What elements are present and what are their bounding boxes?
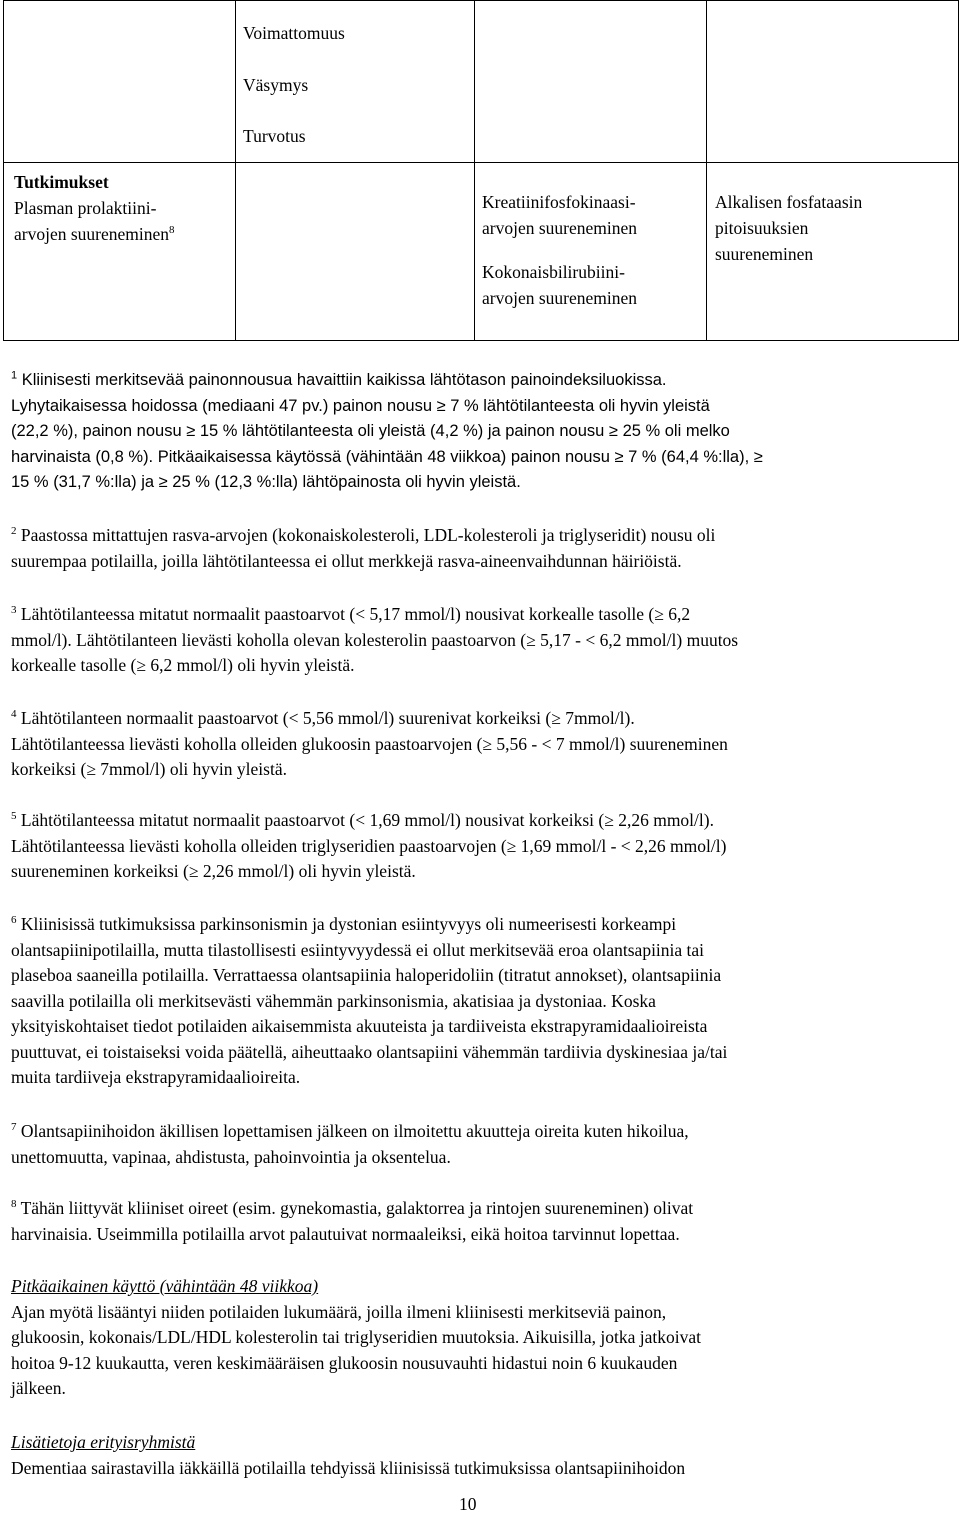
section-heading-special-groups: Lisätietoja erityisryhmistä — [11, 1432, 196, 1452]
prolactin-line1: Plasman prolaktiini- — [14, 198, 157, 218]
alp-line1: Alkalisen fosfataasin — [715, 192, 863, 212]
paragraph-line: Ajan myötä lisääntyi niiden potilaiden lukumäärä, joilla ilmeni kliinisesti merkitseviä painon, — [11, 1301, 667, 1322]
footnote-line: Lähtötilanteessa mitatut normaalit paastoarvot (< 5,17 mmol/l) nousivat korkealle tasolle (≥ 6,2 — [20, 604, 691, 624]
bilirubin-line2: arvojen suureneminen — [482, 288, 638, 308]
footnote-line: korkeiksi (≥ 7mmol/l) oli hyvin yleistä. — [11, 759, 287, 779]
footnote-7 — [11, 1119, 941, 1170]
prolactin-line2: arvojen suureneminen$^8$ — [14, 224, 175, 244]
footnote-line: yksityiskohtaiset tiedot potilaiden aikaisemmista akuuteista ja tardiiveista ekstrapyramidaalioireista — [11, 1016, 708, 1036]
footnote-line: Lähtötilanteessa mitatut normaalit paastoarvot (< 1,69 mmol/l) nousivat korkeiksi (≥ 2,26 mmol/l). — [20, 810, 714, 830]
footnote-marker: 6 — [11, 914, 17, 927]
paragraph-line: glukoosin, kokonais/LDL/HDL kolesterolin tai triglyseridien muutoksia. Aikuisilla, jotka jatkoivat — [11, 1327, 702, 1347]
footnote-4 — [11, 706, 941, 783]
footnote-line: Olantsapiinihoidon äkillisen lopettamisen jälkeen on ilmoitettu akuutteja oireita kuten hikoilua, — [20, 1121, 689, 1141]
footnote-line: Kliinisissä tutkimuksissa parkinsonismin ja dystonian esiintyvyys oli numeerisesti korkeampi — [20, 914, 677, 934]
footnote-marker: 2 — [11, 525, 17, 538]
footnote-marker: 4 — [11, 708, 17, 721]
footnote-line: suureneminen korkeiksi (≥ 2,26 mmol/l) oli hyvin yleistä. — [11, 861, 416, 881]
table-cell-empty — [4, 1, 236, 163]
table-cell-tutkimukset — [4, 163, 236, 341]
section-special-groups — [11, 1430, 941, 1481]
footnote-line: harvinaista (0,8 %). Pitkäaikaisessa käytössä (vähintään 48 viikkoa) painon nousu ≥ 7 % (64,4 %:lla), ≥ — [11, 447, 763, 466]
footnote-line: muita tardiiveja ekstrapyramidaalioireita. — [11, 1067, 301, 1087]
table-cell-lab-values — [475, 163, 707, 341]
footnote-line: Lähtötilanteen normaalit paastoarvot (< 5,56 mmol/l) suurenivat korkeiksi (≥ 7mmol/l). — [20, 708, 635, 728]
footnote-marker: 3 — [11, 604, 17, 617]
symptom-voimattomuus: Voimattomuus — [243, 23, 345, 43]
section-heading-long-term: Pitkäaikainen käyttö (vähintään 48 viikkoa) — [11, 1276, 319, 1296]
footnote-5 — [11, 808, 941, 885]
footnote-6 — [11, 912, 941, 1091]
footnote-line: korkealle tasolle (≥ 6,2 mmol/l) oli hyvin yleistä. — [11, 655, 355, 675]
symptom-vasymys: Väsymys — [243, 75, 309, 95]
footnote-line: suurempaa potilailla, joilla lähtötilanteessa ei ollut merkkejä rasva-aineenvaihdunnan häiriöistä. — [11, 550, 682, 571]
section-long-term-use — [11, 1274, 941, 1402]
footnote-line: 15 % (31,7 %:lla) ja ≥ 25 % (12,3 %:lla) lähtöpainosta oli hyvin yleistä. — [11, 473, 521, 491]
footnote-line: unettomuutta, vapinaa, ahdistusta, pahoinvointia ja oksentelua. — [11, 1146, 451, 1167]
footnote-line: Lähtötilanteessa lievästi koholla olleiden glukoosin paastoarvojen (≥ 5,56 - < 7 mmol/l) suureneminen — [11, 733, 728, 754]
footnote-line: Paastossa mittattujen rasva-arvojen (kokonaiskolesteroli, LDL-kolesteroli ja triglyseridit) nousu oli — [20, 525, 716, 545]
alp-line3: suureneminen — [715, 244, 814, 264]
footnote-line: (22,2 %), painon nousu ≥ 15 % lähtötilanteesta oli yleistä (4,2 %) ja painon nousu ≥ 25 % oli melko — [11, 422, 730, 440]
footnote-line: harvinaisia. Useimmilla potilailla arvot palautuivat normaaleiksi, eikä hoitoa tarvinnut lopettaa. — [11, 1223, 680, 1244]
paragraph-line: hoitoa 9-12 kuukautta, veren keskimääräisen glukoosin nousuvauhti hidastui noin 6 kuukauden — [11, 1352, 678, 1373]
ck-line1: Kreatiinifosfokinaasi- — [482, 192, 636, 212]
table-cell-symptoms — [236, 1, 475, 163]
table-cell-empty — [707, 1, 959, 163]
footnote-marker: 1 — [11, 369, 18, 382]
footnote-line: mmol/l). Lähtötilanteen lievästi koholla olevan kolesterolin paastoarvon (≥ 5,17 - < 6,2 mmol/l) muutos — [11, 629, 739, 650]
adverse-reactions-table — [3, 0, 959, 341]
paragraph-line: jälkeen. — [11, 1378, 66, 1398]
symptom-turvotus: Turvotus — [243, 126, 306, 146]
footnote-line: Lähtötilanteessa lievästi koholla olleiden triglyseridien paastoarvojen (≥ 1,69 mmol/l - < 2,26 mmol/l) — [11, 835, 727, 856]
section-heading-tutkimukset: Tutkimukset — [14, 172, 109, 192]
footnote-1 — [11, 368, 941, 496]
paragraph-line: Dementiaa sairastavilla iäkkäillä potilailla tehdyissä kliinisissä tutkimuksissa olantsapiinihoidon — [11, 1457, 686, 1478]
bilirubin-line1: Kokonaisbilirubiini- — [482, 262, 625, 282]
footnote-line: plaseboa saaneilla potilailla. Verrattaessa olantsapiinia haloperidoliin (titratut annokset), olantsapiinia — [11, 965, 722, 985]
footnote-marker: 5 — [11, 810, 17, 823]
footnote-2 — [11, 523, 941, 574]
page-number: 10 — [459, 1494, 477, 1514]
footnote-3 — [11, 602, 941, 679]
footnote-marker: 8 — [11, 1198, 17, 1211]
alp-line2: pitoisuuksien — [715, 218, 809, 238]
footnote-marker: 7 — [11, 1121, 17, 1134]
table-cell-empty — [236, 163, 475, 341]
footnote-8 — [11, 1196, 941, 1247]
footnote-line: Kliinisesti merkitsevää painonnousua havaittiin kaikissa lähtötason painoindeksiluokissa. — [21, 371, 667, 389]
ck-line2: arvojen suureneminen — [482, 218, 638, 238]
table-cell-alkaline-phosphatase — [707, 163, 959, 341]
table-cell-empty — [475, 1, 707, 163]
footnote-line: saavilla potilailla oli merkitsevästi vähemmän parkinsonismia, akatisiaa ja dystoniaa. Koska — [11, 990, 656, 1011]
footnote-line: Lyhytaikaisessa hoidossa (mediaani 47 pv.) painon nousu ≥ 7 % lähtötilanteesta oli hyvin yleistä — [11, 396, 710, 415]
footnote-line: Tähän liittyvät kliiniset oireet (esim. gynekomastia, galaktorrea ja rintojen suureneminen) olivat — [20, 1198, 694, 1218]
footnote-line: puuttuvat, ei toistaiseksi voida päätellä, aiheuttaako olantsapiini vähemmän tardiivia dyskinesiaa ja/tai — [11, 1041, 728, 1062]
footnote-line: olantsapiinipotilailla, mutta tilastollisesti esiintyvyydessä ei ollut merkitsevää eroa olantsapiinia tai — [11, 939, 705, 960]
